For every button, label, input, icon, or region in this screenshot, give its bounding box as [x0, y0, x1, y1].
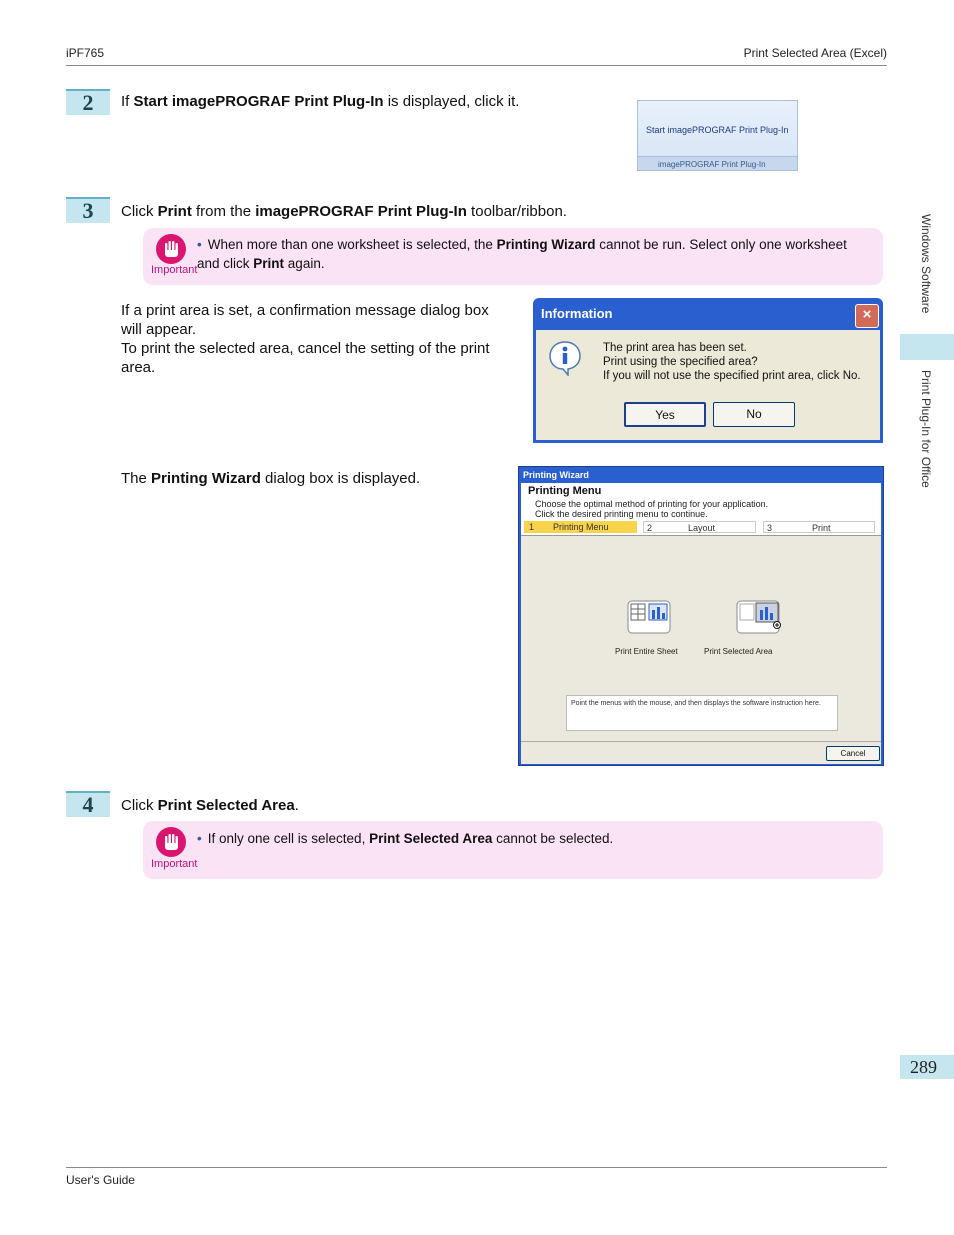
print-area-paragraph — [121, 301, 521, 377]
wizard-help-text: Point the menus with the mouse, and then displays the software instruction here. — [571, 700, 821, 707]
no-button[interactable]: No — [713, 402, 795, 427]
wizard-step-1-label: Printing Menu — [553, 522, 609, 532]
important1-mid: cannot be run. Select only one worksheet and click — [197, 237, 847, 271]
important-hand-icon — [156, 827, 186, 857]
step-3-pre: Click — [121, 203, 158, 220]
printing-wizard-dialog — [518, 466, 884, 766]
important1-post: again. — [284, 256, 325, 271]
step-2-number: 2 — [66, 89, 110, 115]
wizard-help-box — [566, 695, 838, 731]
info-dialog-body — [536, 330, 880, 440]
step-4-post: . — [294, 797, 299, 814]
important-text-2 — [197, 829, 867, 848]
para1-line3: To print the selected area, cancel the setting of the print — [121, 340, 490, 357]
bullet-icon: • — [197, 831, 202, 846]
wizard-step-2[interactable] — [643, 521, 756, 533]
para1-line4: area. — [121, 359, 156, 376]
para2-bold: Printing Wizard — [151, 470, 261, 487]
info-line-2: Print using the specified area? — [603, 356, 758, 368]
step-4-number: 4 — [66, 791, 110, 817]
para2-post: dialog box is displayed. — [260, 470, 421, 487]
info-line-1: The print area has been set. — [603, 342, 747, 354]
ribbon-screenshot — [637, 100, 798, 171]
wizard-header — [521, 483, 881, 536]
info-icon — [548, 340, 582, 376]
step-2-bold: Start imagePROGRAF Print Plug-In — [133, 93, 384, 110]
step-3-mid: from the — [191, 203, 256, 220]
para1-line1: If a print area is set, a confirmation message dialog box — [121, 302, 489, 319]
important-hand-icon — [156, 234, 186, 264]
side-active-tab — [900, 334, 954, 360]
step-4-bold: Print Selected Area — [157, 797, 295, 814]
step-3-text — [121, 203, 567, 220]
important1-bold2: Print — [253, 256, 285, 271]
selected-area-icon — [734, 598, 784, 638]
step-2-text — [121, 93, 519, 110]
side-subsection-label: Print Plug-In for Office — [919, 370, 933, 488]
page-number-tab — [900, 1055, 954, 1079]
para1-line2: will appear. — [121, 321, 197, 338]
wizard-desc-2: Click the desired printing menu to continue. — [535, 509, 708, 519]
important-note-1 — [143, 228, 883, 285]
print-selected-area-label: Print Selected Area — [704, 647, 773, 656]
wizard-step-1[interactable] — [524, 521, 637, 533]
information-dialog — [533, 298, 883, 443]
bullet-icon: • — [197, 237, 202, 252]
step-3-bold: Print — [157, 203, 192, 220]
info-line-3: If you will not use the specified print area, click No. — [603, 370, 861, 382]
wizard-body — [521, 483, 881, 764]
page-number: 289 — [910, 1057, 937, 1077]
wizard-step-2-label: Layout — [688, 523, 716, 533]
step-2-pre: If — [121, 93, 134, 110]
important-text-1 — [197, 235, 867, 273]
wizard-step-2-num: 2 — [647, 523, 653, 533]
important1-pre: When more than one worksheet is selected, the — [207, 237, 497, 252]
print-entire-sheet-option[interactable] — [625, 598, 675, 644]
para2-pre: The — [121, 470, 152, 487]
wizard-step-3[interactable] — [763, 521, 875, 533]
entire-sheet-icon — [625, 598, 675, 638]
step-3-post: toolbar/ribbon. — [466, 203, 567, 220]
side-section-label: Windows Software — [919, 214, 933, 314]
step-3-bold2: imagePROGRAF Print Plug-In — [255, 203, 467, 220]
step-4-pre: Click — [121, 797, 158, 814]
important-note-2 — [143, 821, 883, 879]
wizard-desc-1: Choose the optimal method of printing for your application. — [535, 499, 769, 509]
info-dialog-title: Information — [541, 306, 613, 321]
yes-button[interactable]: Yes — [624, 402, 706, 427]
important-label: Important — [151, 858, 198, 870]
header-rule — [66, 65, 887, 66]
step-2-post: is displayed, click it. — [383, 93, 520, 110]
wizard-footer-rule — [521, 741, 881, 742]
important2-pre: If only one cell is selected, — [207, 831, 370, 846]
header-section-title: Print Selected Area (Excel) — [743, 46, 887, 60]
important-label: Important — [151, 264, 198, 276]
step-3-number: 3 — [66, 197, 110, 223]
print-selected-area-option[interactable] — [734, 598, 784, 644]
wizard-step-3-num: 3 — [767, 523, 773, 533]
important2-bold: Print Selected Area — [369, 831, 493, 846]
wizard-step-1-num: 1 — [529, 522, 535, 532]
footer-rule — [66, 1167, 887, 1168]
header-product: iPF765 — [66, 46, 105, 60]
ribbon-start-button[interactable]: Start imagePROGRAF Print Plug-In — [646, 125, 789, 135]
wizard-step-3-label: Print — [812, 523, 831, 533]
footer-guide-name: User's Guide — [66, 1173, 135, 1187]
important2-post: cannot be selected. — [492, 831, 614, 846]
ribbon-group-label: imagePROGRAF Print Plug-In — [658, 160, 766, 169]
wizard-title: Printing Wizard — [523, 470, 589, 480]
wizard-heading: Printing Menu — [528, 485, 602, 497]
print-entire-sheet-label: Print Entire Sheet — [615, 647, 678, 656]
close-icon[interactable]: × — [855, 304, 879, 328]
step-4-text — [121, 797, 299, 814]
cancel-button[interactable]: Cancel — [826, 746, 880, 761]
important1-bold: Printing Wizard — [496, 237, 596, 252]
wizard-paragraph — [121, 469, 420, 488]
